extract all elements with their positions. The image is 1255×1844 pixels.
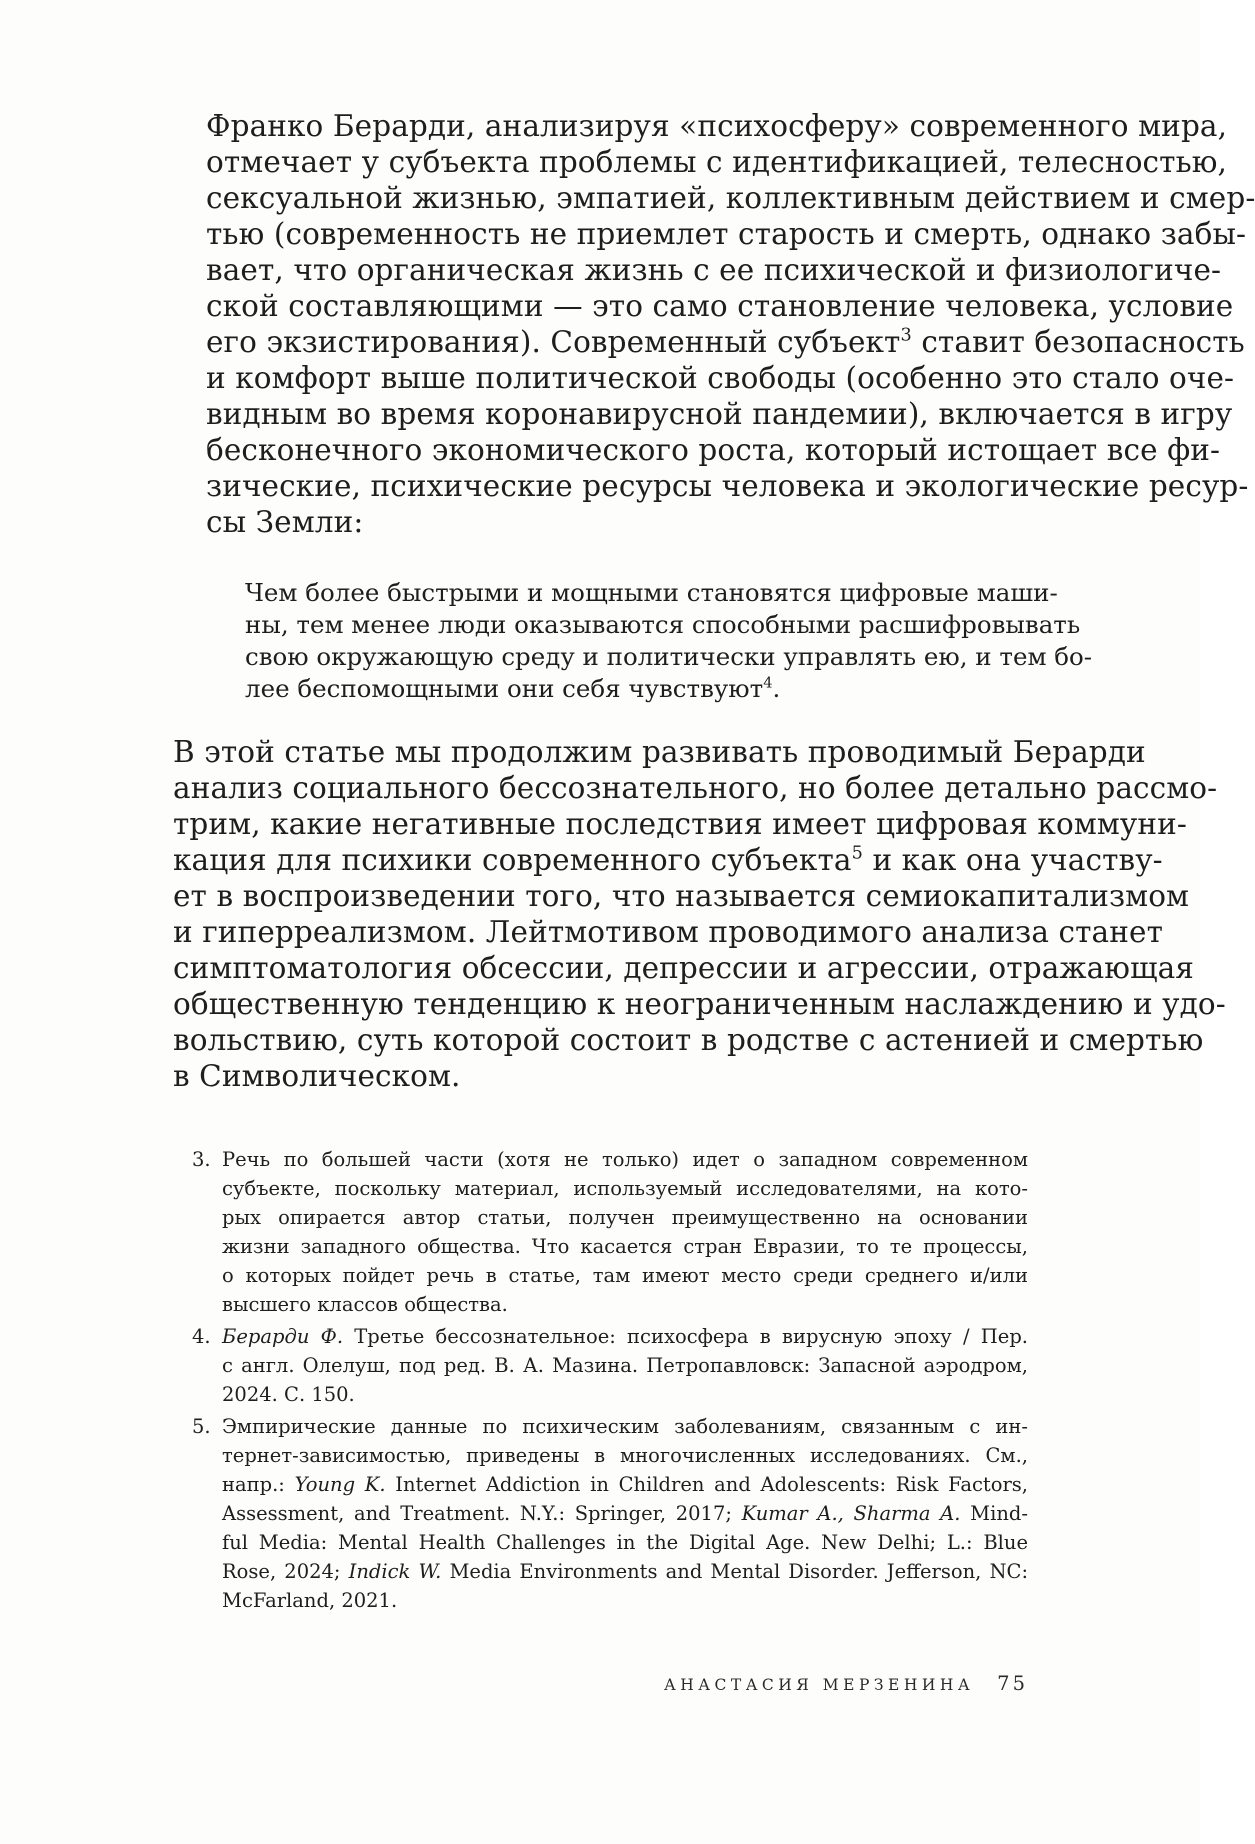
text-fragment: его экзистирования). Современный субъект bbox=[206, 325, 901, 359]
footnote-line: Речь по большей части (хотя не только) идет о западном современном bbox=[222, 1148, 1028, 1171]
footnote-line bbox=[222, 1470, 1028, 1499]
text-line: вает, что органическая жизнь с ее психической и физиологиче- bbox=[206, 253, 1222, 287]
footnote-line: рых опирается автор статьи, получен преимущественно на основании bbox=[222, 1206, 1028, 1229]
text-line: и гиперреализмом. Лейтмотивом проводимого анализа станет bbox=[173, 915, 1163, 949]
text-fragment: и как она участву- bbox=[872, 843, 1163, 877]
citation-author: Берарди Ф. bbox=[222, 1325, 344, 1348]
text-line: общественную тенденцию к неограниченным наслаждению и удо- bbox=[173, 987, 1226, 1021]
text-line: анализ социального бессознательного, но более детально рассмо- bbox=[173, 771, 1218, 805]
footnote-line: с англ. Олелуш, под ред. В. А. Мазина. Петропавловск: Запасной аэродром, bbox=[222, 1354, 1028, 1377]
text-line: и комфорт выше политической свободы (особенно это стало оче- bbox=[206, 361, 1235, 395]
text-line: В этой статье мы продолжим развивать проводимый Берарди bbox=[173, 735, 1146, 769]
text-line: трим, какие негативные последствия имеет цифровая коммуни- bbox=[173, 807, 1187, 841]
text-fragment: Rose, 2024; bbox=[222, 1560, 341, 1583]
text-fragment: . bbox=[772, 674, 781, 703]
block-quote bbox=[245, 577, 1093, 705]
footnote-line: ful Media: Mental Health Challenges in the Digital Age. New Delhi; L.: Blue bbox=[222, 1531, 1028, 1554]
footnote-line: о которых пойдет речь в статье, там имеют место среди среднего и/или bbox=[222, 1264, 1028, 1287]
footnote-line bbox=[222, 1499, 1028, 1528]
footnote-number: 5. bbox=[192, 1415, 211, 1438]
footnote-ref-4[interactable]: 4 bbox=[763, 674, 773, 692]
paragraph-2 bbox=[173, 734, 1226, 1094]
page-number: 75 bbox=[997, 1672, 1028, 1695]
quote-line bbox=[245, 673, 1028, 705]
footnote-number: 4. bbox=[192, 1325, 211, 1348]
text-line: отмечает у субъекта проблемы с идентификацией, телесностью, bbox=[206, 145, 1228, 179]
text-fragment: ставит безопасность bbox=[921, 325, 1245, 359]
footnote-line bbox=[222, 1322, 1028, 1351]
text-line: видным во время коронавирусной пандемии), включается в игру bbox=[206, 397, 1233, 431]
citation-author: Indick W. bbox=[348, 1560, 442, 1583]
footnote-number: 3. bbox=[192, 1148, 211, 1171]
footnotes bbox=[192, 1145, 1029, 1618]
footnote-line: субъекте, поскольку материал, используемый исследователями, на кото- bbox=[222, 1177, 1028, 1200]
footnote-line: McFarland, 2021. bbox=[222, 1589, 398, 1612]
text-line: вольствию, суть которой состоит в родстве с астенией и смертью bbox=[173, 1023, 1204, 1057]
text-fragment: напр.: bbox=[222, 1473, 285, 1496]
text-line: сы Земли: bbox=[206, 505, 364, 539]
footnote-line bbox=[222, 1557, 1028, 1586]
text-line: сексуальной жизнью, эмпатией, коллективным действием и смер- bbox=[206, 181, 1255, 215]
text-line: Франко Берарди, анализируя «психосферу» современного мира, bbox=[206, 109, 1228, 143]
footnote-ref-5[interactable]: 5 bbox=[851, 843, 863, 864]
footnote-ref-3[interactable]: 3 bbox=[900, 325, 912, 346]
text-fragment: Mind- bbox=[970, 1502, 1028, 1525]
text-fragment: лее беспомощными они себя чувствуют bbox=[245, 674, 764, 703]
text-fragment: Internet Addiction in Children and Adolescents: Risk Factors, bbox=[395, 1473, 1029, 1496]
text-line bbox=[173, 324, 1245, 360]
text-line: зические, психические ресурсы человека и экологические ресур- bbox=[206, 469, 1249, 503]
text-line: в Символическом. bbox=[173, 1059, 461, 1093]
text-fragment: Assessment, and Treatment. N.Y.: Springer, 2017; bbox=[222, 1502, 732, 1525]
text-line: ет в воспроизведении того, что называется семиокапитализмом bbox=[173, 879, 1190, 913]
citation-author: Young K. bbox=[294, 1473, 386, 1496]
footnote-4 bbox=[192, 1322, 1028, 1409]
footnote-line: тернет-зависимостью, приведены в многочисленных исследованиях. См., bbox=[222, 1444, 1028, 1467]
footnote-line: Эмпирические данные по психическим заболеваниям, связанным с ин- bbox=[222, 1415, 1028, 1438]
running-footer-author: АНАСТАСИЯ МЕРЗЕНИНА bbox=[664, 1676, 975, 1694]
footnote-line: жизни западного общества. Что касается стран Евразии, то те процессы, bbox=[222, 1235, 1028, 1258]
text-fragment: Третье бессознательное: психосфера в вирусную эпоху / Пер. bbox=[354, 1325, 1028, 1348]
text-line: симптоматология обсессии, депрессии и агрессии, отражающая bbox=[173, 951, 1195, 985]
citation-author: Kumar A., Sharma A. bbox=[741, 1502, 961, 1525]
footnote-line: 2024. С. 150. bbox=[222, 1383, 355, 1406]
footnote-3 bbox=[192, 1145, 1028, 1319]
text-line: бесконечного экономического роста, который истощает все фи- bbox=[206, 433, 1221, 467]
quote-line: свою окружающую среду и политически управлять ею, и тем бо- bbox=[245, 642, 1093, 671]
text-line bbox=[173, 842, 1163, 878]
footnote-line: высшего классов общества. bbox=[222, 1293, 508, 1316]
footnote-5 bbox=[192, 1412, 1029, 1615]
quote-line: Чем более быстрыми и мощными становятся цифровые маши- bbox=[245, 578, 1058, 607]
quote-line: ны, тем менее люди оказываются способными расшифровывать bbox=[245, 610, 1081, 639]
text-fragment: кация для психики современного субъекта bbox=[173, 843, 852, 877]
text-line: тью (современность не приемлет старость и смерть, однако забы- bbox=[206, 217, 1247, 251]
paragraph-1 bbox=[173, 108, 1255, 540]
text-fragment: Media Environments and Mental Disorder. Jefferson, NC: bbox=[449, 1560, 1029, 1583]
text-line: ской составляющими — это само становление человека, условие bbox=[206, 289, 1234, 323]
